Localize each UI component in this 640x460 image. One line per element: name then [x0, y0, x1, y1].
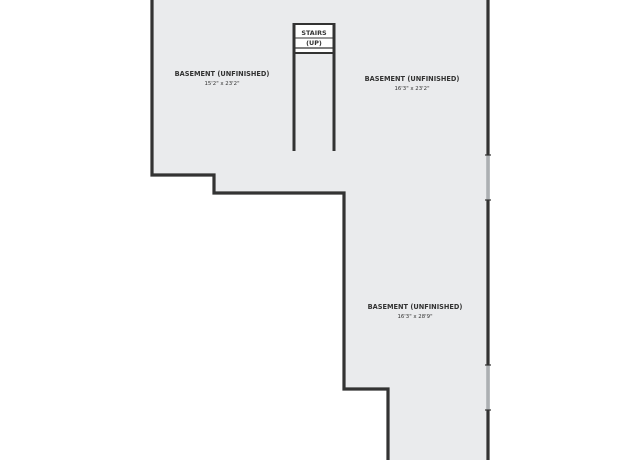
room-name: BASEMENT (UNFINISHED): [174, 70, 270, 78]
room-dimensions: 16'3" x 23'2": [394, 86, 430, 92]
stairs-label: STAIRS: [301, 29, 327, 37]
room-name: BASEMENT (UNFINISHED): [367, 303, 463, 311]
room-dimensions: 15'2" x 23'2": [204, 81, 240, 87]
basement-floor: [152, 0, 488, 460]
room-name: BASEMENT (UNFINISHED): [364, 75, 460, 83]
stairs-direction: (UP): [306, 39, 322, 47]
room-dimensions: 16'3" x 28'9": [397, 314, 433, 320]
